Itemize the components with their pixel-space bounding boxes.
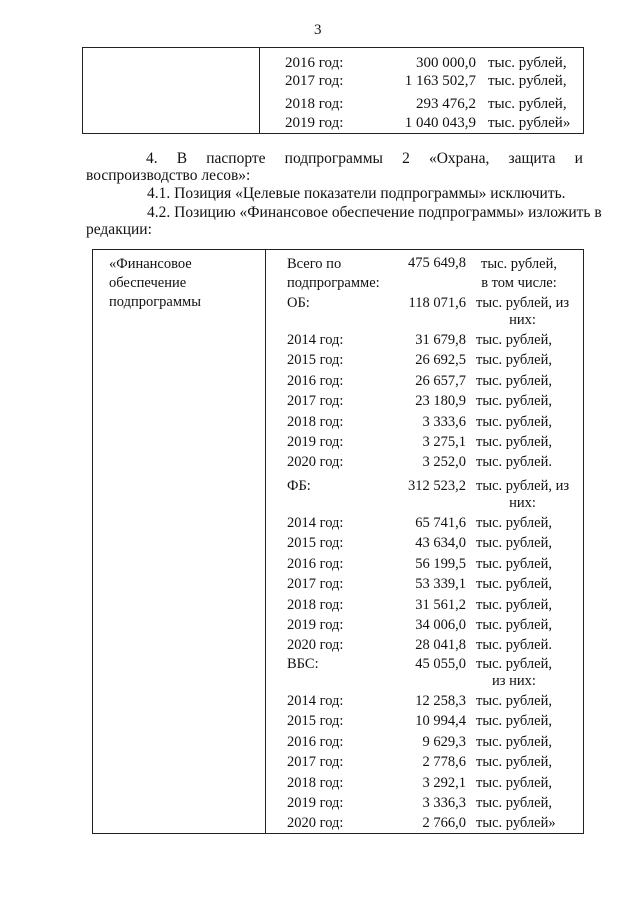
table-row-unit: тыс. рублей, (476, 775, 552, 791)
table-row-amount: 2 778,6 (422, 754, 466, 770)
table-row-year: 2015 год: (287, 713, 344, 729)
table-row-unit: тыс. рублей, (476, 734, 552, 750)
group-label: ОБ: (287, 295, 310, 311)
table-row-year: 2015 год: (287, 352, 344, 368)
table-row-amount: 1 040 043,9 (404, 115, 476, 131)
table-row-year: 2016 год: (287, 734, 344, 750)
paragraph-word: 4. (146, 150, 158, 167)
group-unit-line: тыс. рублей, из (476, 295, 570, 311)
table-row-amount: 1 163 502,7 (404, 73, 476, 89)
group-unit (476, 656, 552, 690)
table-row-year: 2018 год: (287, 414, 344, 430)
table-row-year: 2017 год: (287, 576, 344, 592)
paragraph-word: и (574, 150, 583, 167)
group-amount: 312 523,2 (408, 478, 466, 494)
table-row-amount: 12 258,3 (415, 693, 466, 709)
table-row-unit: тыс. рублей, (476, 597, 552, 613)
table-row-unit: тыс. рублей, (476, 617, 552, 633)
table-row-year: 2020 год: (287, 454, 344, 470)
table-row-unit: тыс. рублей. (476, 637, 552, 653)
table-row-year: 2017 год: (287, 393, 344, 409)
table-row-year: 2014 год: (287, 332, 344, 348)
table-row-unit: тыс. рублей, (488, 55, 567, 71)
table-row-amount: 34 006,0 (415, 617, 466, 633)
table-row-unit: тыс. рублей, (476, 332, 552, 348)
table-row-amount: 26 657,7 (415, 373, 466, 389)
table-row-year: 2019 год: (285, 115, 344, 131)
paragraph-4-line1 (146, 150, 583, 168)
table-row-unit: тыс. рублей, (476, 535, 552, 551)
paragraph-word: 2 (402, 150, 410, 167)
paragraph-word: В (176, 150, 188, 167)
table-row-year: 2014 год: (287, 515, 344, 531)
group-amount: 118 071,6 (408, 295, 466, 311)
table-row-amount: 3 275,1 (422, 434, 466, 450)
table-row-unit: тыс. рублей, (476, 556, 552, 572)
table-row-amount: 293 476,2 (416, 96, 476, 112)
table-row-amount: 23 180,9 (415, 393, 466, 409)
table-row-amount: 26 692,5 (415, 352, 466, 368)
group-unit-line: них: (509, 312, 536, 328)
table-row-amount: 3 333,6 (422, 414, 466, 430)
table-row-unit: тыс. рублей, (476, 713, 552, 729)
group-unit (476, 295, 569, 329)
group-label: ФБ: (287, 478, 311, 494)
table-row-amount: 3 252,0 (422, 454, 466, 470)
table-row-unit: тыс. рублей, (476, 576, 552, 592)
table-row-unit: тыс. рублей. (476, 454, 552, 470)
table-row-amount: 28 041,8 (415, 637, 466, 653)
table-row-year: 2016 год: (285, 55, 344, 71)
table-row-year: 2015 год: (287, 535, 344, 551)
table-row-amount: 31 561,2 (415, 597, 466, 613)
table-row-year: 2014 год: (287, 693, 344, 709)
group-label: ВБС: (287, 656, 319, 672)
table-row-unit: тыс. рублей, (476, 414, 552, 430)
table-row-amount: 2 766,0 (422, 815, 466, 831)
table-row-year: 2016 год: (287, 373, 344, 389)
table-row-amount: 10 994,4 (415, 713, 466, 729)
table-row-amount: 65 741,6 (415, 515, 466, 531)
table-row-amount: 9 629,3 (422, 734, 466, 750)
table-row-unit: тыс. рублей» (476, 815, 556, 831)
table-row-year: 2018 год: (287, 775, 344, 791)
table-row-year: 2018 год: (287, 597, 344, 613)
table-row-unit: тыс. рублей, (476, 693, 552, 709)
paragraph-4-2-line2: редакции: (86, 221, 152, 238)
table-row-year: 2019 год: (287, 617, 344, 633)
paragraph-word: подпрограммы (284, 150, 383, 167)
table-row-unit: тыс. рублей, (488, 96, 567, 112)
table-row-year: 2016 год: (287, 556, 344, 572)
group-unit-line: тыс. рублей, (476, 656, 552, 672)
table-row-year: 2017 год: (285, 73, 344, 89)
table-row-year: 2020 год: (287, 637, 344, 653)
group-unit-line: тыс. рублей, из (476, 478, 570, 494)
total-label: Всего по подпрограмме: (287, 256, 380, 291)
table-row-year: 2019 год: (287, 434, 344, 450)
group-unit (476, 478, 569, 512)
paragraph-word: «Охрана, (428, 150, 490, 167)
table-row-unit: тыс. рублей, (476, 434, 552, 450)
table-row-unit: тыс. рублей, (476, 373, 552, 389)
table-row-unit: тыс. рублей, (476, 515, 552, 531)
total-unit: тыс. рублей, в том числе: (481, 256, 557, 291)
table-row-amount: 56 199,5 (415, 556, 466, 572)
table-row-amount: 3 336,3 (422, 795, 466, 811)
group-amount: 45 055,0 (415, 656, 466, 672)
table-row-unit: тыс. рублей» (488, 115, 571, 131)
page-number: 3 (314, 22, 322, 38)
table-row-amount: 43 634,0 (415, 535, 466, 551)
paragraph-4-2-line1: 4.2. Позицию «Финансовое обеспечение подпрограммы» изложить в (147, 204, 602, 221)
table-row-unit: тыс. рублей, (488, 73, 567, 89)
paragraph-word: паспорте (206, 150, 266, 167)
table-row-year: 2017 год: (287, 754, 344, 770)
group-unit-line: из них: (492, 673, 536, 689)
table-row-amount: 3 292,1 (422, 775, 466, 791)
table-row-unit: тыс. рублей, (476, 352, 552, 368)
paragraph-4-line2: воспроизводство лесов»: (86, 167, 251, 184)
table-row-unit: тыс. рублей, (476, 754, 552, 770)
table-row-unit: тыс. рублей, (476, 795, 552, 811)
group-unit-line: них: (509, 495, 536, 511)
paragraph-word: защита (508, 150, 556, 167)
table-row-amount: 53 339,1 (415, 576, 466, 592)
paragraph-4-1: 4.1. Позиция «Целевые показатели подпрограммы» исключить. (147, 185, 566, 202)
financing-title: «Финансовое обеспечение подпрограммы (109, 256, 201, 310)
table-row-year: 2020 год: (287, 815, 344, 831)
table-row-unit: тыс. рублей, (476, 393, 552, 409)
table-row-year: 2018 год: (285, 96, 344, 112)
total-amount: 475 649,8 (408, 255, 466, 271)
table-row-year: 2019 год: (287, 795, 344, 811)
table-row-amount: 300 000,0 (416, 55, 476, 71)
table-row-amount: 31 679,8 (415, 332, 466, 348)
